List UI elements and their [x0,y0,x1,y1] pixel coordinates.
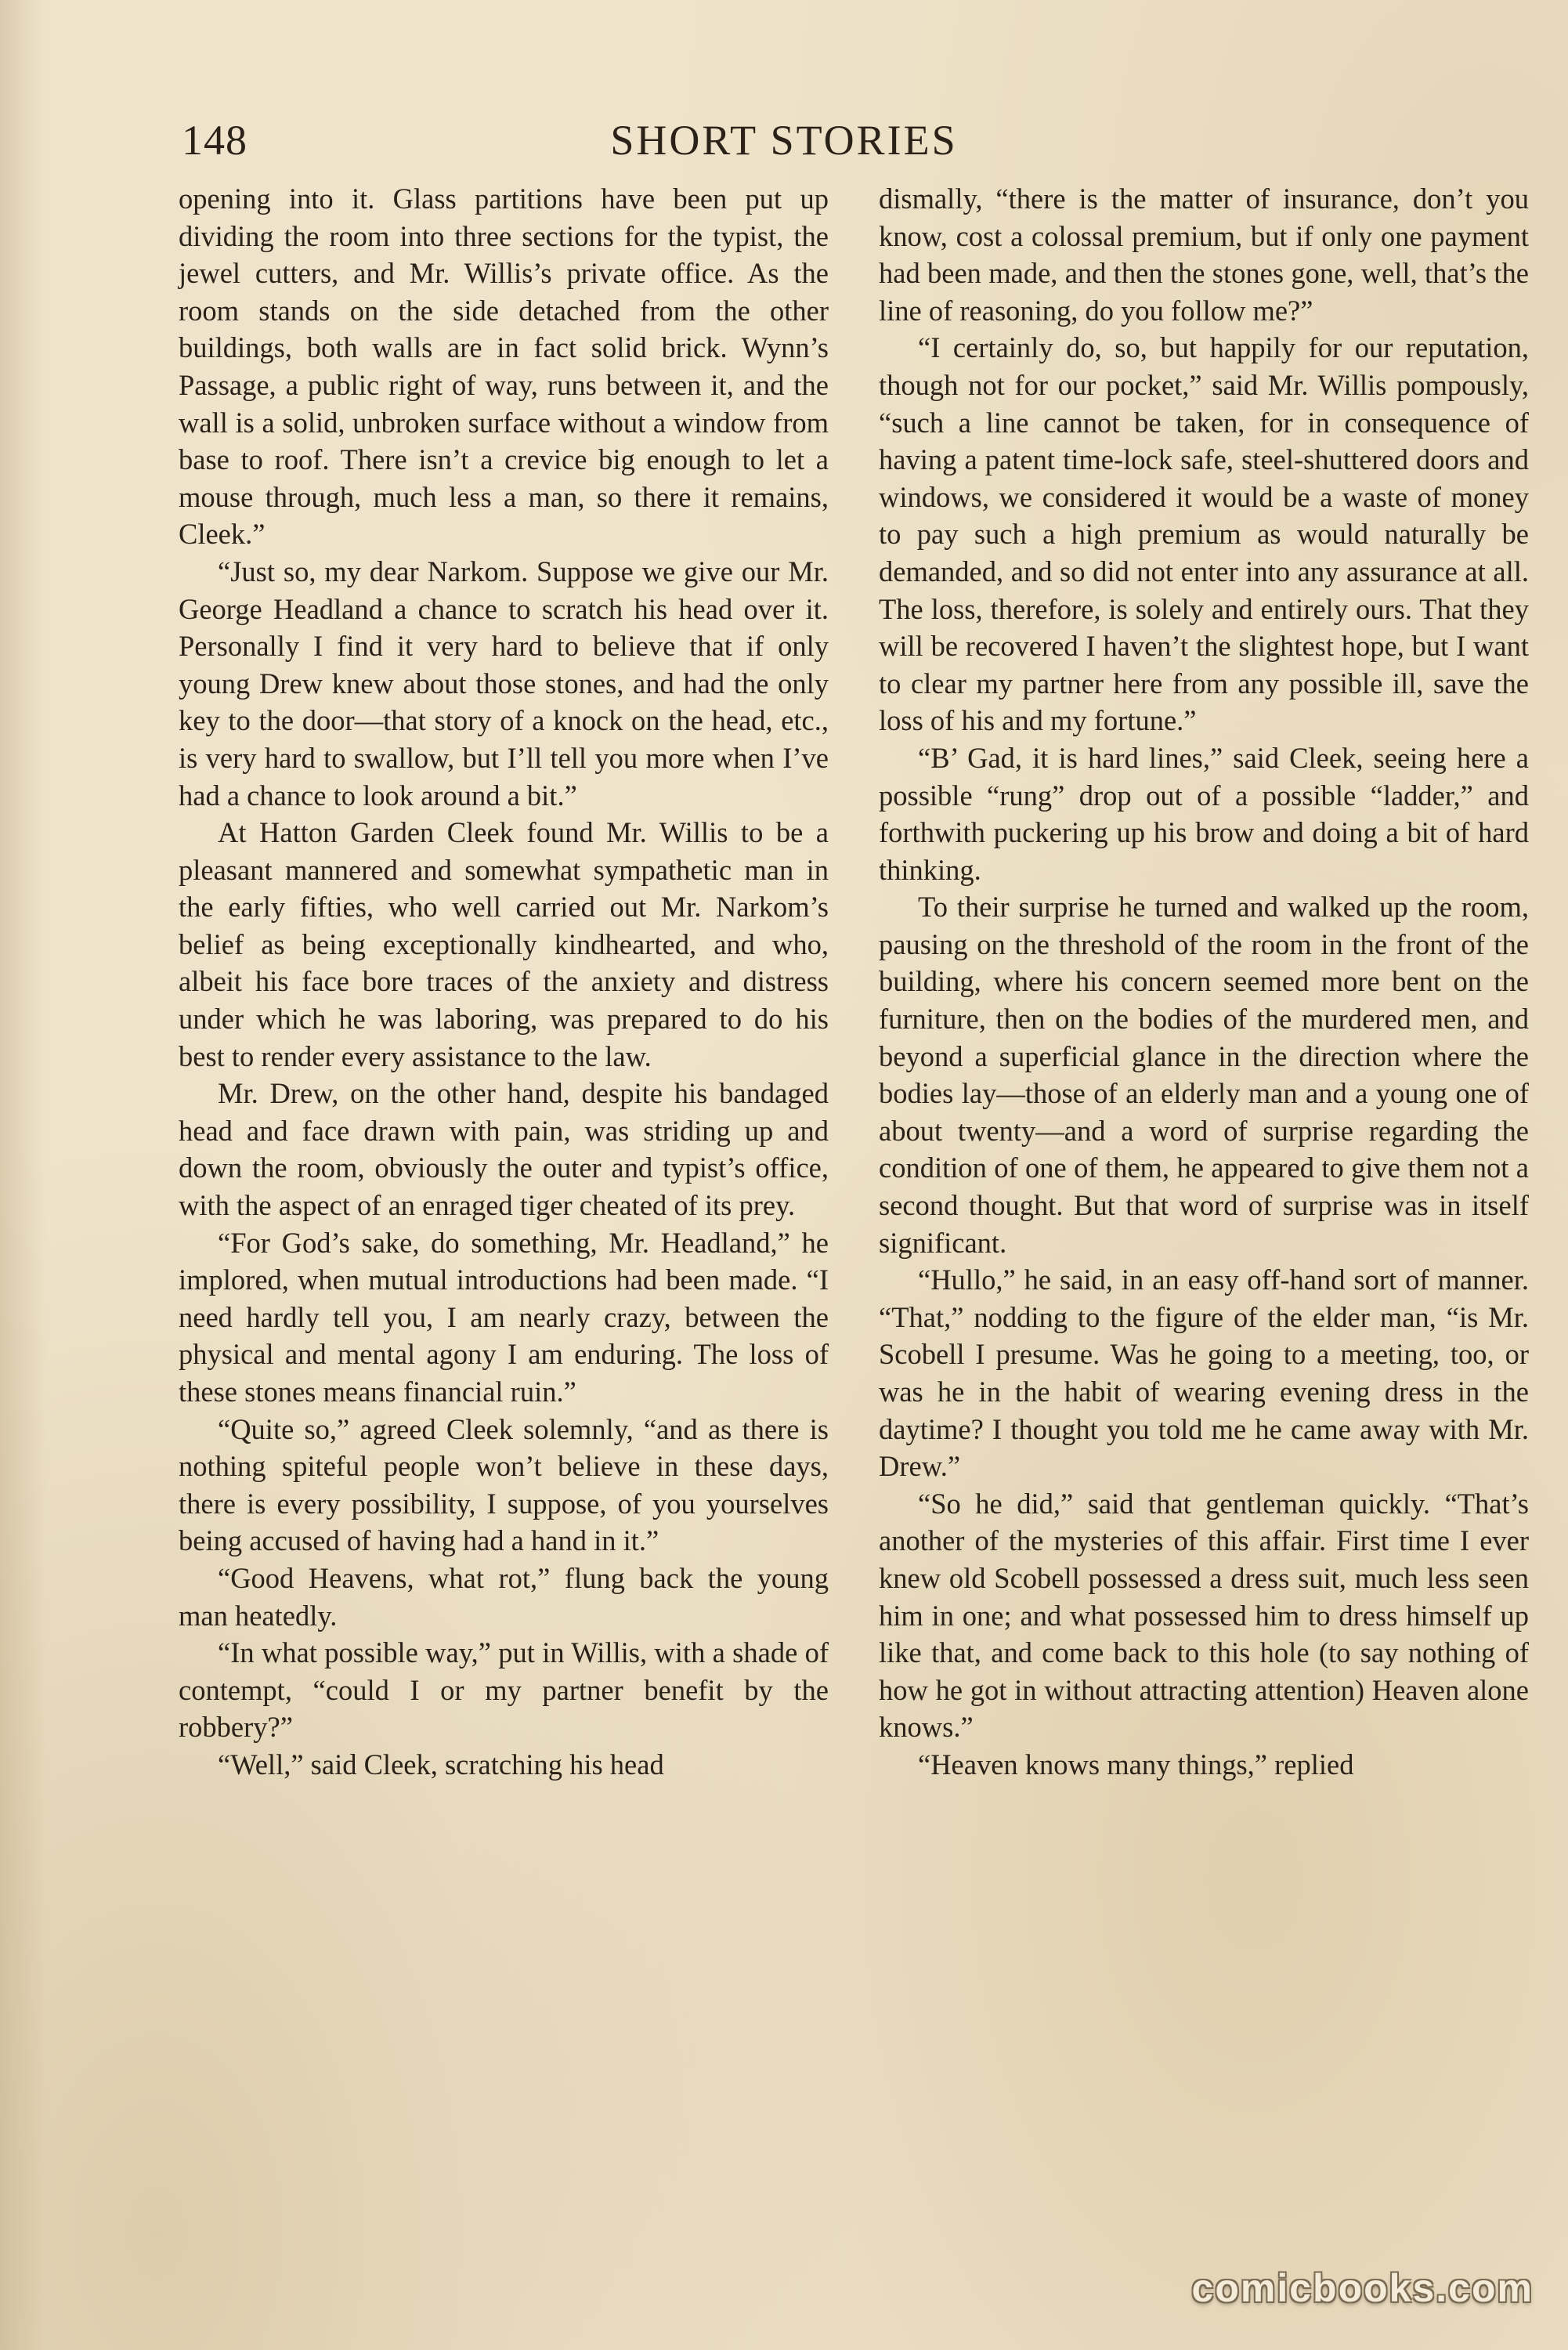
paragraph: At Hatton Garden Cleek found Mr. Willis to be a pleasant mannered and somewhat sympathetic man in the early fifties, who well carried out Mr. Narkom’s belief as being exceptionally kindhearted, and who, albeit his face bore traces of the anxiety and distress under which he was laboring, was prepared to do his best to render every assistance to the law. [179,816,829,1072]
paragraph: “Well,” said Cleek, scratching his head [218,1748,664,1781]
right-column [879,180,1529,1784]
paragraph: To their surprise he turned and walked up the room, pausing on the threshold of the room in the front of the building, where his concern seemed more bent on the furniture, then on the bodies of the murdered men, and beyond a superficial glance in the direction where the bodies lay—those of an elderly man and a young one of about twenty—and a word of surprise regarding the condition of one of them, he appeared to give them not a second thought. But that word of surprise was in itself significant. [879,891,1529,1259]
paragraph: “Good Heavens, what rot,” flung back the young man heatedly. [179,1561,829,1632]
paragraph: “Quite so,” agreed Cleek solemnly, “and as there is nothing spiteful people won’t believe in these days, there is every possibility, I suppose, of you yourselves being accused of having had a hand in it.” [179,1412,829,1557]
left-column [179,180,829,1784]
page-number: 148 [182,117,247,164]
paragraph: “I certainly do, so, but happily for our reputation, though not for our pocket,” said Mr. Willis pompously, “such a line cannot be taken, for in consequence of having a patent time-lock safe, steel-shuttered doors and windows, we considered it would be a waste of money to pay such a high premium as would naturally be demanded, and so did not enter into any assurance at all. The loss, therefore, is solely and entirely ours. That they will be recovered I haven’t the slightest hope, but I want to clear my partner here from any possible ill, save the loss of his and my fortune.” [879,331,1529,737]
paragraph: Mr. Drew, on the other hand, despite his bandaged head and face drawn with pain, was striding up and down the room, obviously the outer and typist’s office, with the aspect of an enraged tiger cheated of its prey. [179,1077,829,1222]
paragraph: “In what possible way,” put in Willis, with a shade of contempt, “could I or my partner benefit by the robbery?” [179,1636,829,1744]
paragraph: opening into it. Glass partitions have been put up dividing the room into three sections for the typist, the jewel cutters, and Mr. Willis’s private office. As the room stands on the side detached from the other buildings, both walls are in fact solid brick. Wynn’s Passage, a public right of way, runs between it, and the wall is a solid, unbroken surface without a window from base to roof. There isn’t a crevice big enough to let a mouse through, much less a man, so there it remains, Cleek.” [179,183,829,551]
watermark: comicbooks.com [1191,2266,1534,2310]
paragraph: “Heaven knows many things,” replied [918,1748,1354,1781]
paragraph: “Just so, my dear Narkom. Suppose we give our Mr. George Headland a chance to scratch his head over it. Personally I find it very hard to believe that if only young Drew knew about those stones, and had the only key to the door—that story of a knock on the head, etc., is very hard to swallow, but I’ll tell you more when I’ve had a chance to look around a bit.” [179,555,829,812]
paragraph: dismally, “there is the matter of insurance, don’t you know, cost a colossal premium, but if only one payment had been made, and then the stones gone, well, that’s the line of reasoning, do you follow me?” [879,183,1529,327]
running-head: SHORT STORIES [610,117,958,164]
paragraph: “For God’s sake, do something, Mr. Headland,” he implored, when mutual introductions had been made. “I need hardly tell you, I am nearly crazy, between the physical and mental agony I am enduring. The loss of these stones means financial ruin.” [179,1226,829,1408]
paragraph: “B’ Gad, it is hard lines,” said Cleek, seeing here a possible “rung” drop out of a possible “ladder,” and forthwith puckering up his brow and doing a bit of hard thinking. [879,741,1529,886]
paragraph: “Hullo,” he said, in an easy off-hand sort of manner. “That,” nodding to the figure of the elder man, “is Mr. Scobell I presume. Was he going to a meeting, too, or was he in the habit of wearing evening dress in the daytime? I thought you told me he came away with Mr. Drew.” [879,1264,1529,1483]
paragraph: “So he did,” said that gentleman quickly. “That’s another of the mysteries of this affair. First time I ever knew old Scobell possessed a dress suit, much less seen him in one; and what possessed him to dress himself up like that, and come back to this hole (to say nothing of how he got in without attracting attention) Heaven alone knows.” [879,1487,1529,1744]
